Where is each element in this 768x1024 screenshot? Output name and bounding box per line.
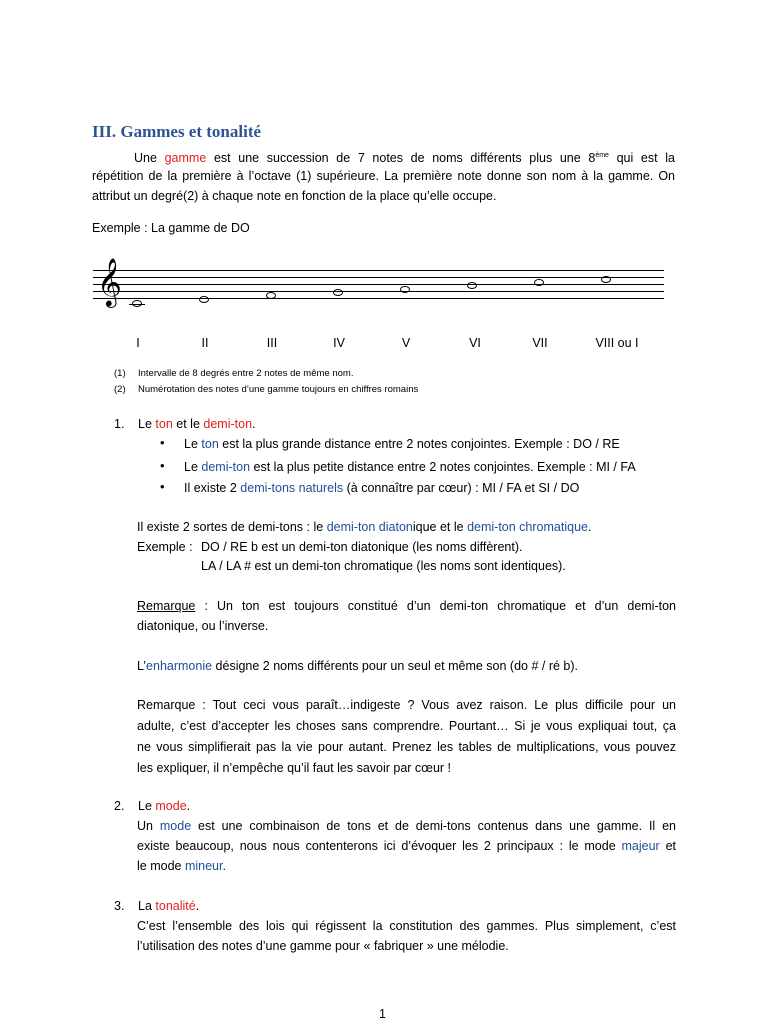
- term-demi-ton: demi-ton: [203, 417, 253, 431]
- sorts-text: ique et le: [412, 520, 464, 534]
- remark-1-line-1: [137, 596, 676, 616]
- page-number: 1: [379, 1007, 386, 1021]
- note-sol: [400, 286, 410, 293]
- section-3-number: 3.: [114, 899, 125, 913]
- enh-text: désigne 2 noms différents pour un seul et même son (do # / ré b).: [215, 659, 579, 673]
- tonalite-line-2: l’utilisation des notes d’une gamme pour « fabriquer » une mélodie.: [137, 939, 509, 953]
- footnote-text: Numérotation des notes d’une gamme toujours en chiffres romains: [138, 384, 419, 395]
- note-mi: [266, 292, 276, 299]
- bullet-text: Le: [184, 460, 198, 474]
- bullet-icon: •: [160, 435, 165, 450]
- mode-line-3: [137, 856, 226, 876]
- title-dot: .: [252, 417, 256, 431]
- title-word: et le: [176, 417, 200, 431]
- degree-label: III: [266, 336, 278, 350]
- term-demi-tons-naturels: demi-tons naturels: [240, 481, 344, 495]
- section-2-number: 2.: [114, 799, 125, 813]
- remark-2-line-3: ne vous simplifierait pas la vie pour autant. Prenez les tables de multiplications, vous pouvez: [137, 740, 676, 754]
- mode-text: Un: [137, 819, 153, 833]
- ordinal-sup: ème: [595, 152, 609, 159]
- bullet-item-1: [184, 434, 620, 454]
- note-la: [467, 282, 477, 289]
- mode-text: le mode: [137, 859, 182, 873]
- example-line-1: DO / RE b est un demi-ton diatonique (les noms diffèrent).: [201, 540, 523, 554]
- intro-line-3: attribut un degré(2) à chaque note en fonction de la place qu’elle occupe.: [92, 189, 497, 203]
- term-enharmonie: enharmonie: [146, 659, 213, 673]
- term-gamme: gamme: [164, 151, 207, 166]
- footnote-text: Intervalle de 8 degrés entre 2 notes de même nom.: [138, 368, 354, 379]
- title-word: Le: [138, 799, 152, 813]
- intro-line-2: répétition de la première à l’octave (1) supérieure. La première note donne son nom à la gamme. On: [92, 169, 675, 183]
- term-majeur: majeur: [621, 839, 660, 853]
- term-ton: ton: [155, 417, 173, 431]
- title-word: Le: [138, 417, 152, 431]
- intro-text: est une succession de 7 notes de noms différents plus une 8: [213, 151, 596, 166]
- section-2-title: [138, 796, 190, 816]
- remark-text: : Un ton est toujours constitué d’un demi-ton chromatique et d’un demi-ton: [195, 599, 676, 613]
- term-demi-ton-diatonique: demi-ton diaton: [326, 520, 413, 534]
- tonalite-line-1: C’est l’ensemble des lois qui régissent la constitution des gammes. Plus simplement, c’est: [137, 919, 676, 933]
- title-dot: .: [186, 799, 191, 813]
- title-dot: .: [195, 899, 200, 913]
- degree-label: V: [401, 336, 411, 350]
- bullet-text: Le: [184, 437, 198, 451]
- mode-dot: .: [222, 859, 226, 873]
- remark-2-line-2: adulte, c’est d’accepter les choses sans comprendre. Pourtant… Si je vous expliquai tout, ça: [137, 719, 676, 733]
- bullet-text: est la plus grande distance entre 2 notes conjointes. Exemple : DO / RE: [222, 437, 620, 451]
- term-demi-ton: demi-ton: [201, 460, 251, 474]
- sorts-dot: .: [587, 520, 592, 534]
- bullet-icon: •: [160, 458, 165, 473]
- degree-label: VIII ou I: [595, 336, 639, 350]
- mode-text: et: [665, 839, 676, 853]
- section-1-title: [138, 414, 256, 434]
- treble-clef-icon: 𝄞: [97, 257, 122, 306]
- term-mode: mode: [159, 819, 192, 833]
- mode-text: est une combinaison de tons et de demi-tons contenus dans une gamme. Il en: [198, 819, 676, 833]
- note-re: [199, 296, 209, 303]
- intro-word: Une: [134, 151, 157, 166]
- degree-label: IV: [333, 336, 345, 350]
- remark-label: Remarque: [137, 599, 196, 613]
- mode-line-2: [137, 836, 676, 856]
- title-word: La: [138, 899, 152, 913]
- bullet-text: (à connaître par cœur) : MI / FA et SI / DO: [346, 481, 580, 495]
- note-si: [534, 279, 544, 286]
- degree-label: II: [201, 336, 209, 350]
- bullet-item-2: [184, 457, 636, 477]
- bullet-icon: •: [160, 479, 165, 494]
- section-3-title: [138, 896, 199, 916]
- bullet-text: Il existe 2: [184, 481, 237, 495]
- degree-label: VI: [469, 336, 481, 350]
- degree-label: I: [136, 336, 140, 350]
- music-staff: [0, 0, 768, 330]
- section-title: III. Gammes et tonalité: [92, 122, 262, 141]
- bullet-text: est la plus petite distance entre 2 notes conjointes. Exemple : MI / FA: [253, 460, 636, 474]
- remark-1-line-2: diatonique, ou l’inverse.: [137, 619, 269, 633]
- degree-label: VII: [532, 336, 548, 350]
- term-mode: mode: [155, 799, 187, 813]
- note-do: [132, 300, 142, 307]
- remark-2-line-1: Remarque : Tout ceci vous paraît…indigeste ? Vous avez raison. Le plus difficile pour un: [137, 698, 676, 712]
- bullet-item-3: [184, 478, 579, 498]
- enharmonie-line: [137, 656, 578, 676]
- mode-line-1: [137, 816, 676, 836]
- intro-text-end: qui est la: [616, 151, 675, 166]
- sorts-text: Il existe 2 sortes de demi-tons : le: [137, 520, 324, 534]
- term-mineur: mineur: [184, 859, 223, 873]
- footnote-num: (1): [114, 368, 126, 379]
- mode-text: existe beaucoup, nous nous contenterons ici d’évoquer les 2 principaux : le mode: [137, 839, 616, 853]
- note-fa: [333, 289, 343, 296]
- example-label: Exemple : La gamme de DO: [92, 221, 250, 235]
- footnote-num: (2): [114, 384, 126, 395]
- demi-ton-sorts: [137, 517, 591, 537]
- example-prefix: Exemple :: [137, 540, 193, 554]
- term-tonalite: tonalité: [155, 899, 196, 913]
- term-demi-ton-chromatique: demi-ton chromatique: [467, 520, 588, 534]
- note-do-octave: [601, 276, 611, 283]
- enh-text: L’: [137, 659, 147, 673]
- section-1-number: 1.: [114, 417, 125, 431]
- remark-2-line-4: les expliquer, il n’empêche qu’il faut les savoir par cœur !: [137, 761, 452, 775]
- term-ton: ton: [201, 437, 219, 451]
- example-line-2: LA / LA # est un demi-ton chromatique (les noms sont identiques).: [201, 559, 566, 573]
